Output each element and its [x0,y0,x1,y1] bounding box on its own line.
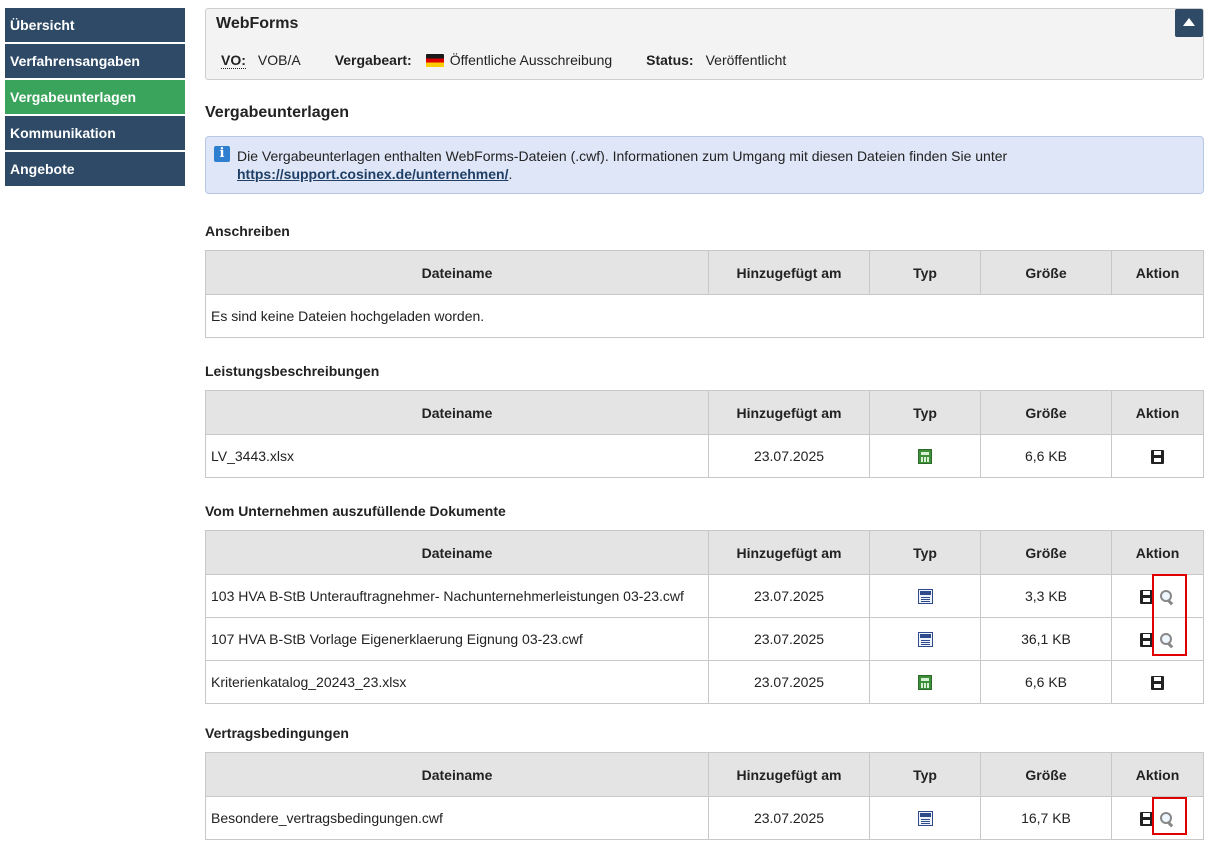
table-anschreiben [205,250,1204,338]
header-hinzugefuegt[interactable]: Hinzugefügt am [709,391,870,435]
cwf-file-icon [918,632,933,647]
status-label: Status: [646,52,694,68]
file-size: 16,7 KB [981,797,1112,840]
header-typ[interactable]: Typ [870,531,981,575]
webforms-meta [221,52,786,68]
table-unternehmen [205,530,1204,704]
sidebar-item-verfahrensangaben[interactable]: Verfahrensangaben [5,44,185,78]
file-size: 6,6 KB [981,435,1112,478]
file-date: 23.07.2025 [709,797,870,840]
header-typ[interactable]: Typ [870,753,981,797]
empty-message: Es sind keine Dateien hochgeladen worden. [206,295,1204,338]
file-size: 36,1 KB [981,618,1112,661]
vo-label: VO: [221,52,246,68]
file-name[interactable]: 103 HVA B-StB Unterauftragnehmer- Nachunternehmerleistungen 03-23.cwf [206,575,709,618]
header-aktion: Aktion [1112,391,1204,435]
german-flag-icon [426,54,444,67]
webforms-panel [205,8,1204,80]
header-hinzugefuegt[interactable]: Hinzugefügt am [709,753,870,797]
section-title-anschreiben: Anschreiben [205,223,290,239]
section-title-unternehmen: Vom Unternehmen auszufüllende Dokumente [205,503,506,519]
table-leistung [205,390,1204,478]
table-row [206,618,1204,661]
webforms-title: WebForms [216,15,299,32]
header-typ[interactable]: Typ [870,391,981,435]
table-row [206,435,1204,478]
xlsx-file-icon [918,449,932,464]
page-title: Vergabeunterlagen [205,104,350,121]
section-title-leistung: Leistungsbeschreibungen [205,363,380,379]
table-row [206,575,1204,618]
cwf-file-icon [918,589,933,604]
header-dateiname[interactable]: Dateiname [206,753,709,797]
table-vertrag [205,752,1204,840]
header-aktion: Aktion [1112,531,1204,575]
info-suffix: . [508,166,513,182]
header-groesse[interactable]: Größe [981,531,1112,575]
file-name[interactable]: LV_3443.xlsx [206,435,709,478]
header-groesse[interactable]: Größe [981,251,1112,295]
header-dateiname[interactable]: Dateiname [206,391,709,435]
file-date: 23.07.2025 [709,435,870,478]
header-typ[interactable]: Typ [870,251,981,295]
sidebar-item-kommunikation[interactable]: Kommunikation [5,116,185,150]
support-link[interactable]: https://support.cosinex.de/unternehmen/ [237,166,509,182]
sidebar-item-vergabeunterlagen[interactable]: Vergabeunterlagen [5,80,185,114]
header-aktion: Aktion [1112,251,1204,295]
info-box [205,136,1204,194]
download-icon[interactable] [1151,450,1164,464]
file-date: 23.07.2025 [709,661,870,704]
table-row [206,661,1204,704]
file-size: 3,3 KB [981,575,1112,618]
header-hinzugefuegt[interactable]: Hinzugefügt am [709,531,870,575]
file-date: 23.07.2025 [709,618,870,661]
main-content [205,8,1204,826]
status-value: Veröffentlicht [705,52,787,68]
header-hinzugefuegt[interactable]: Hinzugefügt am [709,251,870,295]
table-row [206,797,1204,840]
info-icon: i [214,146,230,162]
file-size: 6,6 KB [981,661,1112,704]
collapse-toggle-icon[interactable] [1175,9,1203,37]
file-name[interactable]: Besondere_vertragsbedingungen.cwf [206,797,709,840]
header-groesse[interactable]: Größe [981,753,1112,797]
highlight-box [1152,574,1187,656]
file-name[interactable]: 107 HVA B-StB Vorlage Eigenerklaerung Eignung 03-23.cwf [206,618,709,661]
header-groesse[interactable]: Größe [981,391,1112,435]
file-name[interactable]: Kriterienkatalog_20243_23.xlsx [206,661,709,704]
vergabeart-label: Vergabeart: [334,52,412,68]
vergabeart-value: Öffentliche Ausschreibung [449,52,613,68]
header-dateiname[interactable]: Dateiname [206,251,709,295]
header-aktion: Aktion [1112,753,1204,797]
file-date: 23.07.2025 [709,575,870,618]
sidebar [5,8,185,188]
xlsx-file-icon [918,675,932,690]
vo-value: VOB/A [257,52,301,68]
sidebar-item-uebersicht[interactable]: Übersicht [5,8,185,42]
info-text: Die Vergabeunterlagen enthalten WebForms-Dateien (.cwf). Informationen zum Umgang mit diesen Dateien finden Sie unter [237,148,1008,164]
highlight-box [1152,797,1187,835]
sidebar-item-angebote[interactable]: Angebote [5,152,185,186]
section-title-vertrag: Vertragsbedingungen [205,725,349,741]
header-dateiname[interactable]: Dateiname [206,531,709,575]
download-icon[interactable] [1151,676,1164,690]
cwf-file-icon [918,811,933,826]
